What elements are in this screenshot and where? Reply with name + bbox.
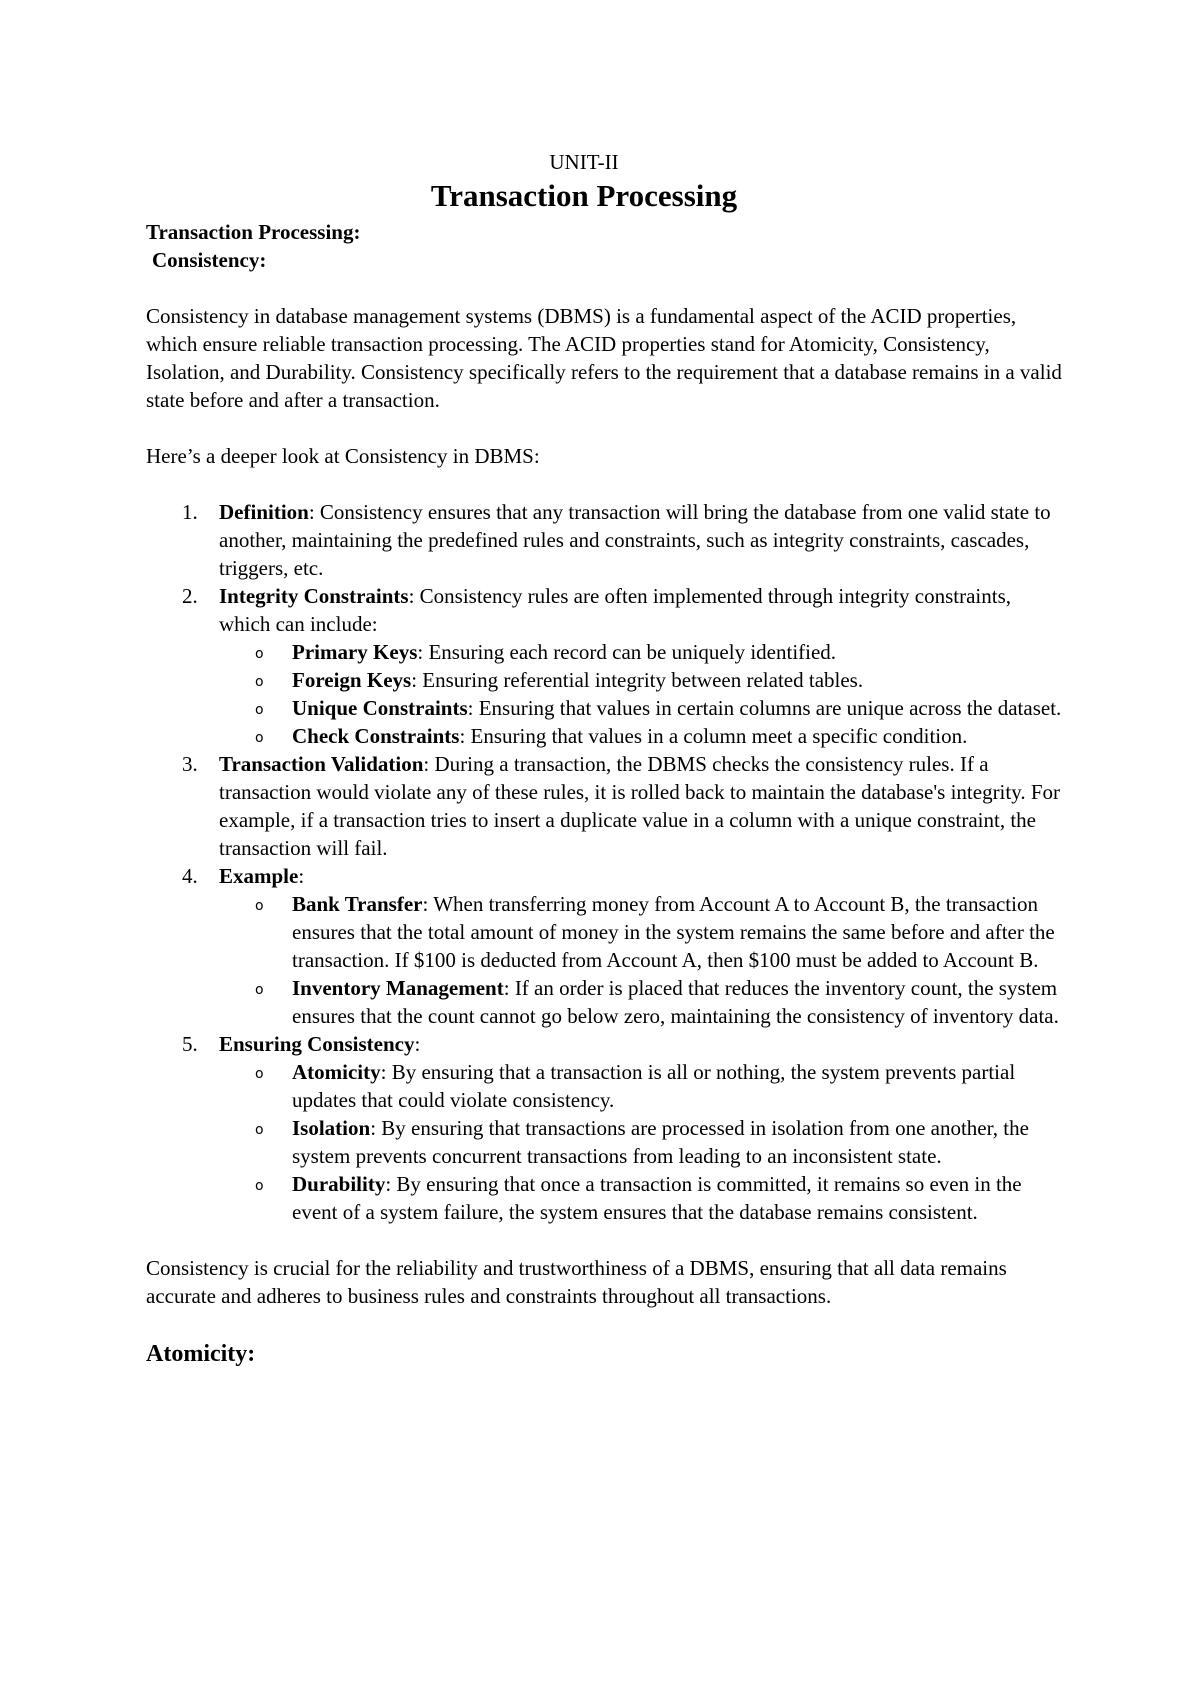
sub-text: : Ensuring each record can be uniquely identified. (417, 640, 837, 664)
bullet-icon: o (255, 898, 264, 914)
bullet-icon: o (255, 1178, 264, 1194)
sub-term: Bank Transfer (292, 892, 423, 916)
sub-term: Durability (292, 1172, 386, 1196)
closing-paragraph: Consistency is crucial for the reliability and trustworthiness of a DBMS, ensuring that all data remains accurate and adheres to business rules and constraints throughout all transactions. (146, 1256, 1007, 1308)
list-number: 5. (182, 1032, 198, 1056)
list-number: 4. (182, 864, 198, 888)
sub-term: Atomicity (292, 1060, 381, 1084)
item-term: Integrity Constraints (219, 584, 409, 608)
item-term: Definition (219, 500, 309, 524)
next-section-heading: Atomicity: (146, 1341, 256, 1367)
sub-list-item (219, 722, 1066, 750)
sub-text: : By ensuring that transactions are processed in isolation from one another, the system prevents concurrent transactions from leading to an inconsistent state. (292, 1116, 1029, 1168)
sub-list (219, 638, 1066, 750)
sub-list-item (219, 638, 1066, 666)
list-number: 2. (182, 584, 198, 608)
sub-text: : When transferring money from Account A to Account B, the transaction ensures that the total amount of money in the system remains the same before and after the transaction. If $100 is deducted from Account A, then $100 must be added to Account B. (292, 892, 1055, 972)
sub-list (219, 890, 1066, 1030)
item-text: : (298, 864, 305, 888)
lead-paragraph: Here’s a deeper look at Consistency in DBMS: (146, 444, 540, 468)
bullet-icon: o (255, 1066, 264, 1082)
bullet-icon: o (255, 1122, 264, 1138)
item-term: Transaction Validation (219, 752, 424, 776)
sub-list-item (219, 694, 1066, 722)
list-item (146, 862, 1066, 1030)
sub-term: Primary Keys (292, 640, 418, 664)
list-item (146, 750, 1066, 862)
list-item (146, 1030, 1066, 1226)
unit-label: UNIT-II (549, 150, 619, 174)
sub-text: : Ensuring that values in certain columns are unique across the dataset. (467, 696, 1062, 720)
sub-text: : If an order is placed that reduces the inventory count, the system ensures that the count cannot go below zero, maintaining the consistency of inventory data. (292, 976, 1059, 1028)
sub-list-item (219, 1170, 1066, 1226)
numbered-list (146, 498, 1066, 1226)
sub-list-item (219, 666, 1066, 694)
bullet-icon: o (255, 730, 264, 746)
sub-text: : Ensuring that values in a column meet a specific condition. (459, 724, 968, 748)
section-heading: Transaction Processing: (146, 220, 361, 244)
document-body (146, 148, 1066, 1370)
list-item (146, 498, 1066, 582)
page-title: Transaction Processing (430, 178, 738, 213)
sub-text: : Ensuring referential integrity between related tables. (411, 668, 864, 692)
item-term: Example (219, 864, 299, 888)
list-item (146, 582, 1066, 750)
item-term: Ensuring Consistency (219, 1032, 415, 1056)
bullet-icon: o (255, 702, 264, 718)
list-number: 1. (182, 500, 198, 524)
sub-term: Inventory Management (292, 976, 504, 1000)
section-subheading: Consistency: (152, 248, 267, 272)
sub-list-item (219, 974, 1066, 1030)
sub-term: Foreign Keys (292, 668, 412, 692)
sub-term: Unique Constraints (292, 696, 468, 720)
bullet-icon: o (255, 982, 264, 998)
sub-term: Isolation (292, 1116, 371, 1140)
item-text: : Consistency rules are often implemented through integrity constraints, which can include: (219, 584, 1012, 636)
item-text: : Consistency ensures that any transaction will bring the database from one valid state to another, maintaining the predefined rules and constraints, such as integrity constraints, cascades, triggers, etc. (219, 500, 1051, 580)
item-text: : During a transaction, the DBMS checks the consistency rules. If a transaction would violate any of these rules, it is rolled back to maintain the database's integrity. For example, if a transaction tries to insert a duplicate value in a column with a unique constraint, the transaction will fail. (219, 752, 1061, 860)
bullet-icon: o (255, 674, 264, 690)
bullet-icon: o (255, 646, 264, 662)
item-text: : (414, 1032, 421, 1056)
list-number: 3. (182, 752, 198, 776)
sub-term: Check Constraints (292, 724, 460, 748)
sub-list-item (219, 1058, 1066, 1114)
sub-list-item (219, 1114, 1066, 1170)
intro-paragraph: Consistency in database management systems (DBMS) is a fundamental aspect of the ACID properties, which ensure reliable transaction processing. The ACID properties stand for Atomicity, Consistency, Isolation, and Durability. Consistency specifically refers to the requirement that a database remains in a valid state before and after a transaction. (146, 304, 1062, 412)
sub-text: : By ensuring that once a transaction is committed, it remains so even in the event of a system failure, the system ensures that the database remains consistent. (292, 1172, 1022, 1224)
sub-list (219, 1058, 1066, 1226)
sub-text: : By ensuring that a transaction is all or nothing, the system prevents partial updates that could violate consistency. (292, 1060, 1016, 1112)
sub-list-item (219, 890, 1066, 974)
